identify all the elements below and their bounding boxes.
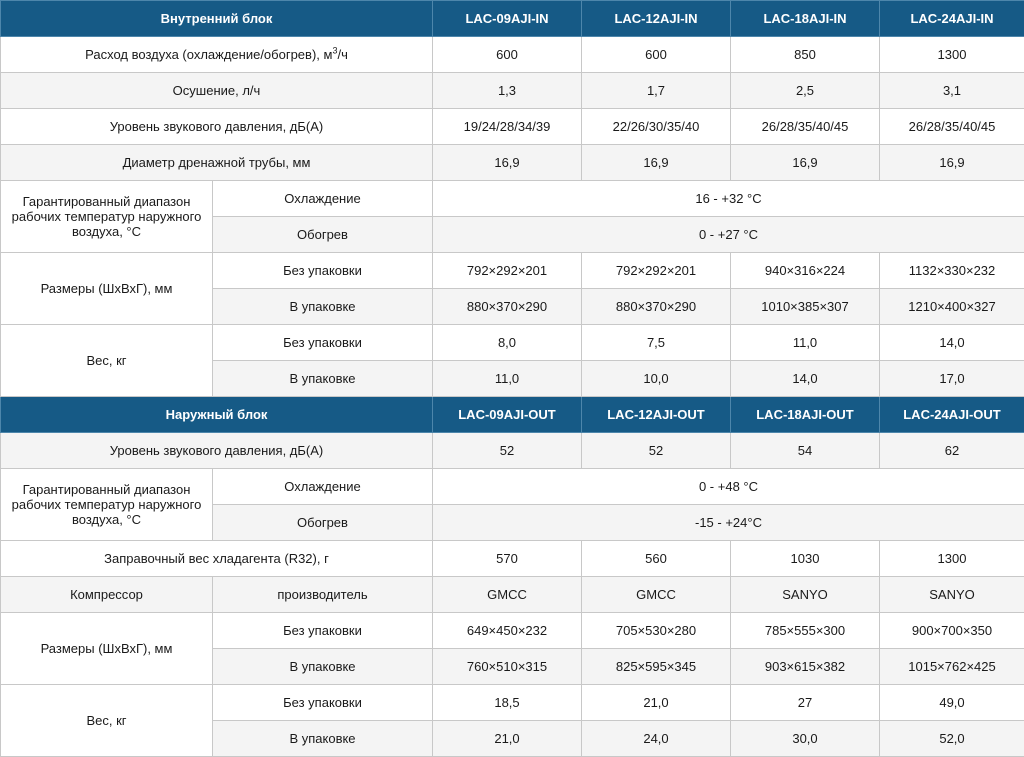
outdoor-refrigerant-value: 560 [582, 541, 731, 577]
outdoor-temp-cooling-row [1, 469, 1024, 505]
outdoor-dimensions-label: Размеры (ШхВхГ), мм [1, 613, 213, 685]
outdoor-dimensions-unpacked-row [1, 613, 1024, 649]
outdoor-weight-packed-label: В упаковке [213, 721, 433, 757]
outdoor-noise-value: 52 [582, 433, 731, 469]
outdoor-section-title: Наружный блок [1, 397, 433, 433]
outdoor-refrigerant-value: 1300 [880, 541, 1024, 577]
outdoor-weight-unpacked-value: 18,5 [433, 685, 582, 721]
indoor-weight-unpacked-row [1, 325, 1024, 361]
outdoor-model-1: LAC-09AJI-OUT [433, 397, 582, 433]
indoor-dehumidification-value: 2,5 [731, 73, 880, 109]
indoor-weight-unpacked-value: 8,0 [433, 325, 582, 361]
indoor-drain-value: 16,9 [880, 145, 1024, 181]
outdoor-compressor-label: Компрессор [1, 577, 213, 613]
indoor-temp-heating-label: Обогрев [213, 217, 433, 253]
indoor-noise-value: 26/28/35/40/45 [880, 109, 1024, 145]
outdoor-refrigerant-value: 1030 [731, 541, 880, 577]
outdoor-compressor-value: GMCC [582, 577, 731, 613]
indoor-dimensions-unpacked-value: 792×292×201 [582, 253, 731, 289]
outdoor-compressor-value: SANYO [880, 577, 1024, 613]
outdoor-weight-unpacked-value: 21,0 [582, 685, 731, 721]
outdoor-dimensions-packed-label: В упаковке [213, 649, 433, 685]
outdoor-dimensions-unpacked-value: 900×700×350 [880, 613, 1024, 649]
indoor-noise-value: 26/28/35/40/45 [731, 109, 880, 145]
outdoor-model-2: LAC-12AJI-OUT [582, 397, 731, 433]
indoor-airflow-value: 600 [582, 37, 731, 73]
indoor-dehumidification-value: 1,7 [582, 73, 731, 109]
indoor-airflow-value: 1300 [880, 37, 1024, 73]
indoor-noise-value: 22/26/30/35/40 [582, 109, 731, 145]
indoor-weight-packed-value: 14,0 [731, 361, 880, 397]
outdoor-temp-heating-value: -15 - +24°С [433, 505, 1024, 541]
outdoor-noise-value: 52 [433, 433, 582, 469]
outdoor-dimensions-unpacked-value: 649×450×232 [433, 613, 582, 649]
outdoor-weight-packed-value: 52,0 [880, 721, 1024, 757]
indoor-drain-value: 16,9 [582, 145, 731, 181]
outdoor-weight-packed-value: 30,0 [731, 721, 880, 757]
indoor-drain-row [1, 145, 1024, 181]
indoor-dehumidification-value: 1,3 [433, 73, 582, 109]
outdoor-temp-cooling-value: 0 - +48 °С [433, 469, 1024, 505]
indoor-temp-range-label: Гарантированный диапазон рабочих температур наружного воздуха, °С [1, 181, 213, 253]
indoor-airflow-value: 600 [433, 37, 582, 73]
outdoor-noise-value: 62 [880, 433, 1024, 469]
indoor-weight-packed-value: 11,0 [433, 361, 582, 397]
indoor-dimensions-packed-value: 1010×385×307 [731, 289, 880, 325]
outdoor-noise-value: 54 [731, 433, 880, 469]
indoor-temp-cooling-value: 16 - +32 °С [433, 181, 1024, 217]
outdoor-refrigerant-label: Заправочный вес хладагента (R32), г [1, 541, 433, 577]
indoor-weight-packed-value: 10,0 [582, 361, 731, 397]
outdoor-header-row [1, 397, 1024, 433]
indoor-model-3: LAC-18AJI-IN [731, 1, 880, 37]
indoor-dimensions-unpacked-value: 940×316×224 [731, 253, 880, 289]
indoor-weight-unpacked-label: Без упаковки [213, 325, 433, 361]
indoor-airflow-value: 850 [731, 37, 880, 73]
outdoor-dimensions-unpacked-label: Без упаковки [213, 613, 433, 649]
indoor-dehumidification-label: Осушение, л/ч [1, 73, 433, 109]
outdoor-weight-unpacked-value: 49,0 [880, 685, 1024, 721]
indoor-airflow-row [1, 37, 1024, 73]
indoor-weight-packed-label: В упаковке [213, 361, 433, 397]
outdoor-temp-heating-label: Обогрев [213, 505, 433, 541]
indoor-drain-value: 16,9 [433, 145, 582, 181]
indoor-drain-label: Диаметр дренажной трубы, мм [1, 145, 433, 181]
indoor-model-2: LAC-12AJI-IN [582, 1, 731, 37]
outdoor-weight-unpacked-value: 27 [731, 685, 880, 721]
indoor-temp-cooling-row [1, 181, 1024, 217]
indoor-dimensions-unpacked-value: 1132×330×232 [880, 253, 1024, 289]
indoor-dimensions-unpacked-label: Без упаковки [213, 253, 433, 289]
indoor-model-1: LAC-09AJI-IN [433, 1, 582, 37]
indoor-dehumidification-row [1, 73, 1024, 109]
indoor-header-row [1, 1, 1024, 37]
outdoor-compressor-sub-label: производитель [213, 577, 433, 613]
outdoor-noise-label: Уровень звукового давления, дБ(А) [1, 433, 433, 469]
outdoor-temp-range-label: Гарантированный диапазон рабочих температур наружного воздуха, °С [1, 469, 213, 541]
indoor-weight-label: Вес, кг [1, 325, 213, 397]
outdoor-dimensions-packed-value: 1015×762×425 [880, 649, 1024, 685]
indoor-noise-label: Уровень звукового давления, дБ(А) [1, 109, 433, 145]
indoor-weight-packed-value: 17,0 [880, 361, 1024, 397]
outdoor-weight-packed-value: 24,0 [582, 721, 731, 757]
outdoor-compressor-row [1, 577, 1024, 613]
outdoor-weight-unpacked-row [1, 685, 1024, 721]
outdoor-refrigerant-value: 570 [433, 541, 582, 577]
outdoor-compressor-value: GMCC [433, 577, 582, 613]
indoor-dehumidification-value: 3,1 [880, 73, 1024, 109]
indoor-dimensions-packed-value: 1210×400×327 [880, 289, 1024, 325]
indoor-temp-heating-value: 0 - +27 °С [433, 217, 1024, 253]
indoor-dimensions-unpacked-value: 792×292×201 [433, 253, 582, 289]
indoor-airflow-label: Расход воздуха (охлаждение/обогрев), $м^3/ч$ [1, 37, 433, 73]
indoor-noise-value: 19/24/28/34/39 [433, 109, 582, 145]
outdoor-dimensions-packed-value: 760×510×315 [433, 649, 582, 685]
indoor-dimensions-packed-label: В упаковке [213, 289, 433, 325]
indoor-dimensions-unpacked-row [1, 253, 1024, 289]
outdoor-compressor-value: SANYO [731, 577, 880, 613]
outdoor-temp-cooling-label: Охлаждение [213, 469, 433, 505]
indoor-temp-cooling-label: Охлаждение [213, 181, 433, 217]
indoor-drain-value: 16,9 [731, 145, 880, 181]
indoor-weight-unpacked-value: 14,0 [880, 325, 1024, 361]
outdoor-noise-row [1, 433, 1024, 469]
indoor-dimensions-packed-value: 880×370×290 [433, 289, 582, 325]
indoor-weight-unpacked-value: 11,0 [731, 325, 880, 361]
outdoor-dimensions-packed-value: 903×615×382 [731, 649, 880, 685]
indoor-dimensions-packed-value: 880×370×290 [582, 289, 731, 325]
indoor-noise-row [1, 109, 1024, 145]
outdoor-weight-unpacked-label: Без упаковки [213, 685, 433, 721]
outdoor-dimensions-unpacked-value: 705×530×280 [582, 613, 731, 649]
outdoor-refrigerant-row [1, 541, 1024, 577]
outdoor-dimensions-unpacked-value: 785×555×300 [731, 613, 880, 649]
indoor-model-4: LAC-24AJI-IN [880, 1, 1024, 37]
outdoor-model-3: LAC-18AJI-OUT [731, 397, 880, 433]
outdoor-model-4: LAC-24AJI-OUT [880, 397, 1024, 433]
outdoor-weight-packed-value: 21,0 [433, 721, 582, 757]
outdoor-weight-label: Вес, кг [1, 685, 213, 757]
indoor-weight-unpacked-value: 7,5 [582, 325, 731, 361]
indoor-dimensions-label: Размеры (ШхВхГ), мм [1, 253, 213, 325]
outdoor-dimensions-packed-value: 825×595×345 [582, 649, 731, 685]
indoor-section-title: Внутренний блок [1, 1, 433, 37]
